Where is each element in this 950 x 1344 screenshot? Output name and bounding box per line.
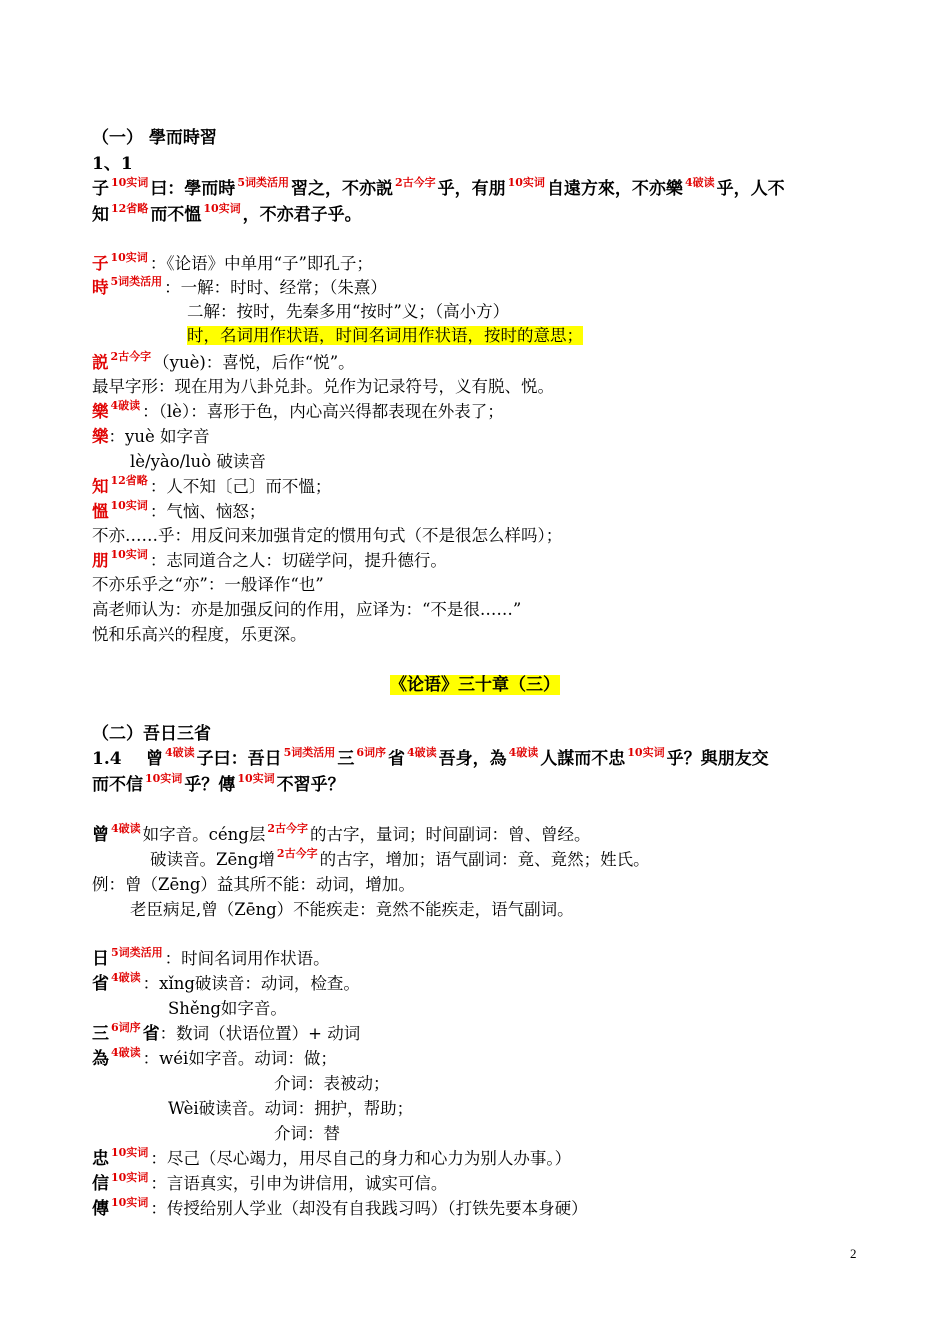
annotation-tag: 10实词: [111, 1145, 149, 1159]
note-chuan: [92, 1197, 588, 1221]
text-segment: ：（lè）：喜形于色，内心高兴得都表现在外表了；: [142, 402, 504, 421]
text-segment: 傳: [92, 1199, 109, 1219]
annotation-tag: 5词类活用: [237, 175, 289, 189]
text-segment: ：气恼、恼怒；: [149, 502, 266, 521]
annotation-tag: 4破读: [684, 175, 715, 189]
text-segment: 自遠方來，不亦樂: [546, 179, 683, 199]
annotation-tag: 10实词: [111, 1170, 149, 1184]
text-segment: 習之，不亦説: [290, 179, 393, 199]
text-segment: ：传授给别人学业（却没有自我践习吗）（打铁先要本身硬）: [150, 1199, 588, 1218]
text-segment: 朋: [92, 551, 109, 570]
text-segment: 《论语》三十章（三）: [390, 675, 560, 695]
note-example-2: 老臣病足,曾（Zēng）不能疾走：竟然不能疾走，语气副词。: [130, 900, 574, 919]
annotation-tag: 10实词: [145, 771, 183, 785]
text-segment: 子曰：吾日: [196, 749, 282, 769]
note-yun: [92, 500, 265, 524]
annotation-tag: 10实词: [203, 201, 241, 215]
text-segment: 乎？與朋友交: [666, 749, 769, 769]
text-segment: ：xǐng破读音：动词，检查。: [142, 974, 360, 993]
verse-2-line-2: [92, 773, 345, 797]
text-segment: ：yuè 如字音: [108, 427, 210, 446]
verse-1-line-2: [92, 203, 362, 227]
annotation-tag: 10实词: [237, 771, 275, 785]
text-segment: 省: [92, 974, 109, 994]
text-segment: 慍: [92, 502, 109, 521]
annotation-tag: 5词类活用: [111, 945, 163, 959]
page-number: 2: [850, 1246, 857, 1261]
note-wei-3: Wèi破读音。动词：拥护，帮助；: [168, 1099, 414, 1118]
section-1-number: 1、1: [92, 154, 133, 174]
text-segment: 時: [92, 278, 109, 297]
annotation-tag: 10实词: [627, 745, 665, 759]
text-segment: 乎，有朋: [437, 179, 506, 199]
annotation-tag: 2古今字: [267, 821, 309, 835]
text-segment: 乎？傳: [184, 775, 236, 795]
text-segment: 樂: [92, 402, 109, 421]
annotation-tag: 4破读: [111, 970, 141, 984]
annotation-tag: 10实词: [110, 250, 148, 264]
annotation-tag: 12省略: [111, 201, 149, 215]
verse-1-line-1: [92, 177, 785, 201]
note-zhi: [92, 475, 331, 499]
note-le: [92, 400, 504, 424]
text-segment: 乎，人不: [716, 179, 785, 199]
note-le-2: [92, 425, 209, 449]
text-segment: 信: [92, 1174, 109, 1194]
text-segment: 而不慍: [150, 205, 202, 225]
text-segment: 三: [337, 749, 355, 769]
annotation-tag: 10实词: [507, 175, 545, 189]
text-segment: 樂: [92, 427, 109, 446]
text-segment: 日: [92, 949, 109, 969]
text-segment: 曾: [146, 749, 163, 769]
note-san: [92, 1022, 360, 1046]
annotation-tag: 10实词: [110, 547, 148, 561]
text-segment: ，不亦君子乎。: [242, 205, 362, 225]
section-2-heading: （二）吾日三省: [92, 724, 211, 744]
text-segment: ：《论语》中单用“子”即孔子；: [149, 254, 373, 273]
note-ri: [92, 947, 330, 971]
annotation-tag: 10实词: [110, 498, 148, 512]
note-wei-4: 介词：替: [274, 1124, 340, 1143]
note-yi: 不亦乐乎之“亦”：一般译作“也”: [92, 575, 324, 594]
text-segment: 為: [92, 1049, 109, 1069]
note-le-3: lè/yào/luò 破读音: [130, 452, 266, 471]
annotation-tag: 10实词: [111, 1195, 149, 1209]
text-segment: 而不信: [92, 775, 143, 795]
text-segment: ：数词（状语位置）+ 动词: [159, 1024, 361, 1043]
annotation-tag: 4破读: [111, 821, 141, 835]
text-segment: ：志同道合之人：切磋学问，提升德行。: [149, 551, 447, 570]
note-zi: [92, 252, 373, 276]
note-shi-3-highlight: [187, 324, 583, 348]
text-segment: （yuè)：喜悦，后作“悦”。: [153, 353, 355, 372]
annotation-tag: 10实词: [111, 175, 149, 189]
chapter-title: [0, 673, 950, 697]
verse-2-line-1: [92, 747, 769, 771]
note-sheng: Shěng如字音。: [168, 999, 287, 1018]
annotation-tag: 5词类活用: [110, 274, 163, 288]
text-segment: 知: [92, 205, 109, 225]
text-segment: ：尽己（尽心竭力，用尽自己的身力和心力为别人办事。）: [150, 1149, 572, 1168]
text-segment: 的古字，量词；时间副词：曾、曾经。: [310, 825, 591, 844]
text-segment: 的古字，增加；语气副词：竟、竟然；姓氏。: [319, 850, 650, 869]
note-zixing: 最早字形：现在用为八卦兑卦。兑作为记录符号，义有脱、悦。: [92, 377, 554, 396]
note-example-1: 例：曾（Zēng）益其所不能：动词，增加。: [92, 875, 415, 894]
text-segment: 三: [92, 1024, 109, 1044]
note-gao: 高老师认为：亦是加强反问的作用，应译为：“不是很……”: [92, 600, 522, 619]
annotation-tag: 2古今字: [394, 175, 436, 189]
annotation-tag: 6词序: [356, 745, 386, 759]
text-segment: 省: [142, 1024, 160, 1044]
annotation-tag: 2古今字: [110, 349, 152, 363]
text-segment: ：言语真实，引申为讲信用，诚实可信。: [150, 1174, 448, 1193]
text-segment: 吾身，為: [438, 749, 507, 769]
note-wei: [92, 1047, 337, 1071]
text-segment: 曾: [92, 825, 109, 845]
note-xin: [92, 1172, 447, 1196]
note-buyi: 不亦……乎：用反问来加强肯定的惯用句式（不是很怎么样吗）；: [92, 526, 563, 545]
annotation-tag: 6词序: [111, 1020, 141, 1034]
text-segment: 省: [387, 749, 405, 769]
text-segment: 子: [92, 254, 109, 273]
text-segment: 忠: [92, 1149, 109, 1169]
text-segment: ：wéi如字音。动词：做；: [142, 1049, 337, 1068]
text-segment: ：人不知〔己〕而不慍；: [149, 477, 332, 496]
annotation-tag: 4破读: [111, 1045, 141, 1059]
note-yue: [92, 351, 355, 375]
text-segment: 如字音。céng层: [142, 825, 266, 844]
text-segment: 子: [92, 179, 109, 199]
text-segment: ：一解：时时、经常；（朱熹）: [164, 278, 387, 297]
note-shi: [92, 276, 387, 300]
annotation-tag: 4破读: [406, 745, 437, 759]
text-segment: 破读音。Zēng增: [150, 850, 275, 869]
text-segment: 知: [92, 477, 109, 496]
annotation-tag: 4破读: [110, 398, 141, 412]
text-segment: ：时间名词用作状语。: [164, 949, 330, 968]
section-1-heading: （一） 學而時習: [92, 128, 217, 148]
text-segment: 人謀而不忠: [540, 749, 626, 769]
note-zhong: [92, 1147, 571, 1171]
note-ceng: [92, 823, 591, 847]
text-segment: 説: [92, 353, 109, 372]
note-wei-2: 介词：表被动；: [274, 1074, 390, 1093]
annotation-tag: 12省略: [110, 473, 148, 487]
note-shi-2: 二解：按时，先秦多用“按时”义；（高小方）: [187, 302, 510, 321]
annotation-tag: 2古今字: [276, 846, 318, 860]
text-segment: 1.4: [92, 749, 122, 769]
text-segment: 曰：學而時: [150, 179, 236, 199]
annotation-tag: 5词类活用: [283, 745, 336, 759]
text-segment: 不習乎？: [276, 775, 345, 795]
note-peng: [92, 549, 447, 573]
annotation-tag: 4破读: [508, 745, 539, 759]
annotation-tag: 4破读: [165, 745, 195, 759]
note-xing: [92, 972, 360, 996]
text-segment: 时，名词用作状语，时间名词用作状语，按时的意思；: [187, 326, 583, 345]
note-zeng: [150, 848, 650, 872]
note-yuele: 悦和乐高兴的程度，乐更深。: [92, 625, 307, 644]
